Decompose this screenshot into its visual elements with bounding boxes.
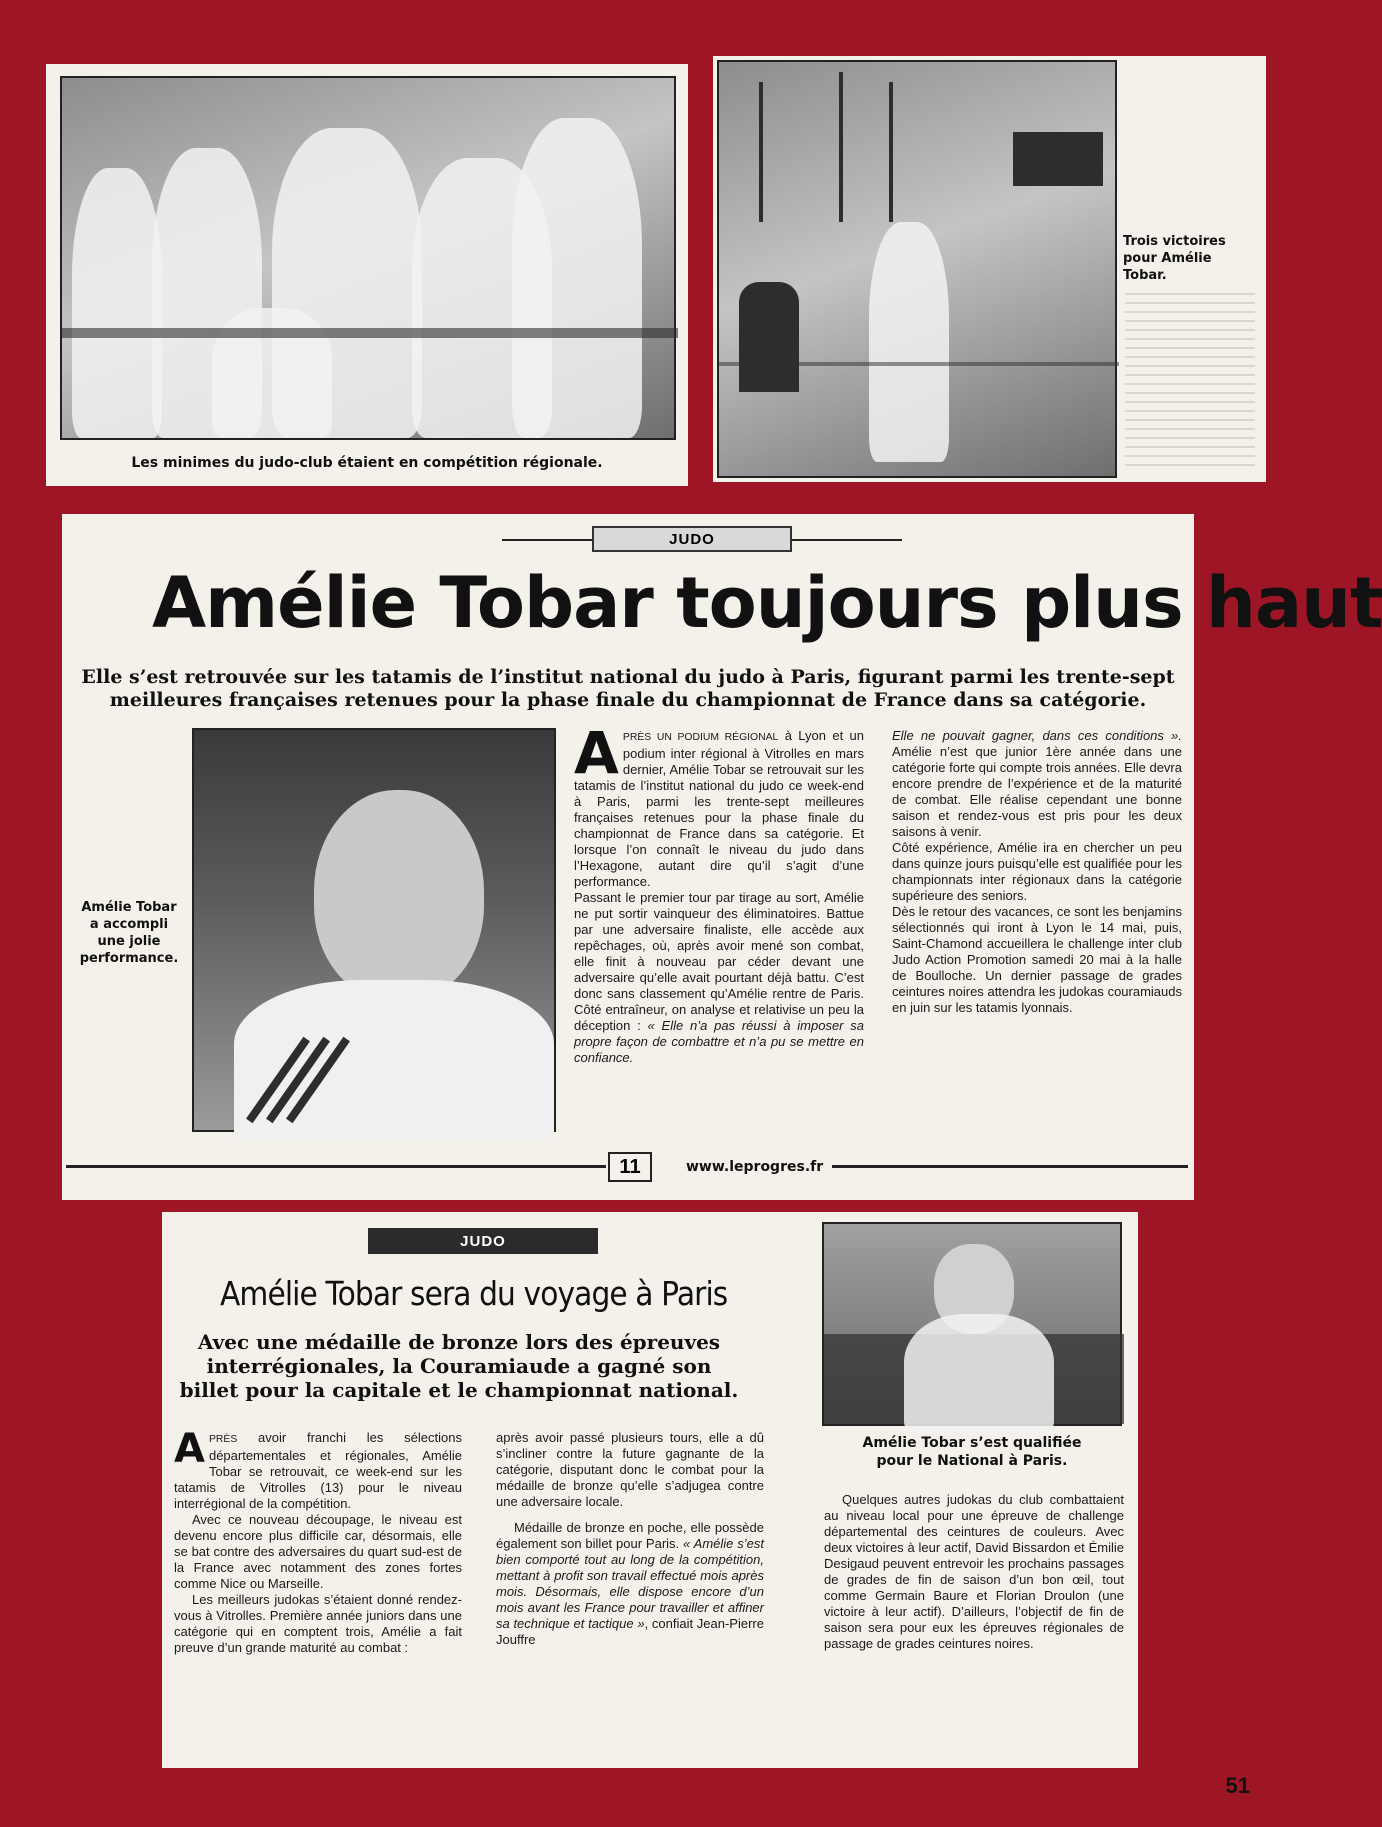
faded-text-bleed bbox=[1125, 286, 1255, 466]
article2-column-3: Quelques autres judokas du club combattaient au niveau local pour une épreuve de challenge départemental des ceintures de couleurs. Avec deux victoires à leur actif, David Bissardon et Émilie Desigaud peuvent entrevoir les prochains passages de grades de fin de saison d’un bon œil, tout comme Germain Baure et Florian Droulon (une victoire à leur actif). D’ailleurs, l’objectif de fin de saison sera pour eux les épreuves régionales de passage de grades ceintures noires. bbox=[824, 1492, 1124, 1651]
article-toujours-plus-haut bbox=[62, 514, 1382, 1200]
portrait-face bbox=[314, 790, 484, 1000]
headline: Amélie Tobar toujours plus haut bbox=[152, 562, 1382, 644]
qualified-photo bbox=[822, 1222, 1122, 1426]
section-tag: JUDO bbox=[592, 526, 792, 552]
article2-column-1: A PRÈS avoir franchi les sélections départementales et régionales, Amélie Tobar se retrouvait, ce week-end sur les tatamis de Vitrolles (13) pour le niveau interrégional de la compétition. Avec ce nouveau découpage, le niveau est devenu encore plus difficile car, désormais, elle se bat contre des adversaires du quart sud-est de la France avec notamment des zones fortes comme Nice ou Marseille. Les meilleurs judokas s’étaient donné rendez-vous à Vitrolles. Première année juniors dans une catégorie qui en comptent trois, Amélie a fait preuve d’un grande maturité au combat : bbox=[174, 1426, 462, 1655]
page-number-box: 11 bbox=[608, 1152, 652, 1182]
page-number: 51 bbox=[1225, 1773, 1250, 1798]
scoreboard bbox=[1013, 132, 1103, 186]
article1-column-1: A PRÈS UN PODIUM RÉGIONAL à Lyon et un podium inter régional à Vitrolles en mars dernier, Amélie Tobar se retrouvait sur les tatamis de l’institut national du judo ce week-end à Paris, parmi les trente-sept meilleures françaises retenues pour la phase finale du championnat de France dans sa catégorie. Et lorsque l’on connaît le niveau du judo dans l’Hexagone, autant dire qu’il s’agit d’une performance. Passant le premier tour par tirage au sort, Amélie ne put sortir vainqueur des éliminatoires. Battue par une adversaire finaliste, elle accède aux repêchages, où, après avoir mené son combat, elle finit à nouveau par céder devant une adversaire qu’elle avait pourtant déjà battu. C’est donc sans classement qu’Amélie rentre de Paris. Côté entraîneur, on analyse et relativise un peu la déception : « Elle n’a pas réussi à imposer sa propre façon de combattre et n’a pu se mettre en confiance. bbox=[574, 719, 864, 1065]
clip-match-photo bbox=[713, 56, 1266, 482]
article-voyage-paris bbox=[162, 1212, 1138, 1768]
group-photo-caption: Les minimes du judo-club étaient en compétition régionale. bbox=[131, 455, 603, 471]
dropcap: A bbox=[574, 719, 619, 787]
portrait-photo bbox=[192, 728, 556, 1132]
section-tag-2: JUDO bbox=[368, 1228, 598, 1254]
subhead: Elle s’est retrouvée sur les tatamis de l’institut national du judo à Paris, figurant parmi les trente-sept meilleures françaises retenues pour la phase finale du championnat de France dans sa catégorie. bbox=[81, 666, 1175, 711]
subhead-2: Avec une médaille de bronze lors des épreuves interrégionales, la Couramiaude a gagné son billet pour la capitale et le championnat national. bbox=[179, 1330, 739, 1402]
website: www.leprogres.fr bbox=[686, 1159, 824, 1175]
match-photo-caption: Trois victoires pour Amélie Tobar. bbox=[1123, 234, 1226, 283]
dropcap-2: A bbox=[174, 1426, 205, 1472]
qualified-photo-caption: Amélie Tobar s’est qualifiée pour le National à Paris. bbox=[862, 1435, 1082, 1470]
group-photo bbox=[60, 76, 676, 440]
judogi bbox=[234, 980, 554, 1140]
clip-group-photo bbox=[46, 64, 688, 486]
article1-column-2: Elle ne pouvait gagner, dans ces conditions ». Amélie n’est que junior 1ère année dans une catégorie forte qui compte trois années. Elle devra encore prendre de l’expérience et de la maturité de combat. Elle réalise cependant une bonne saison et rendez-vous est pris pour les deux saisons à venir. Côté expérience, Amélie ira en chercher un peu dans quinze jours puisqu’elle est qualifiée pour les championnats inter régionaux dans la catégorie supérieure des seniors. Dès le retour des vacances, ce sont les benjamins sélectionnés qui iront à Lyon le 14 mai, puis, Saint-Chamond accueillera le challenge inter club Judo Action Promotion samedi 20 mai à la halle de Boulloche. Un dernier passage de grades ceintures noires attendra les judokas couramiauds en juin sur les tatamis lyonnais. bbox=[892, 728, 1182, 1015]
headline-2: Amélie Tobar sera du voyage à Paris bbox=[220, 1274, 728, 1313]
match-photo bbox=[717, 60, 1117, 478]
portrait-caption: Amélie Tobar a accompli une jolie performance. bbox=[79, 900, 179, 966]
article2-column-2: après avoir passé plusieurs tours, elle a dû s’incliner contre la future gagnante de la catégorie, disputant donc le combat pour la médaille de bronze qu’elle s’adjugea contre une adversaire locale. Médaille de bronze en poche, elle possède également son billet pour Paris. « Amélie s’est bien comporté tout au long de la compétition, mettant à profit son travail effectué mois après mois. Désormais, elle dispose encore d’un mois avant les France pour travailler et affiner sa technique et tactique », confiait Jean-Pierre Jouffre bbox=[496, 1430, 764, 1647]
